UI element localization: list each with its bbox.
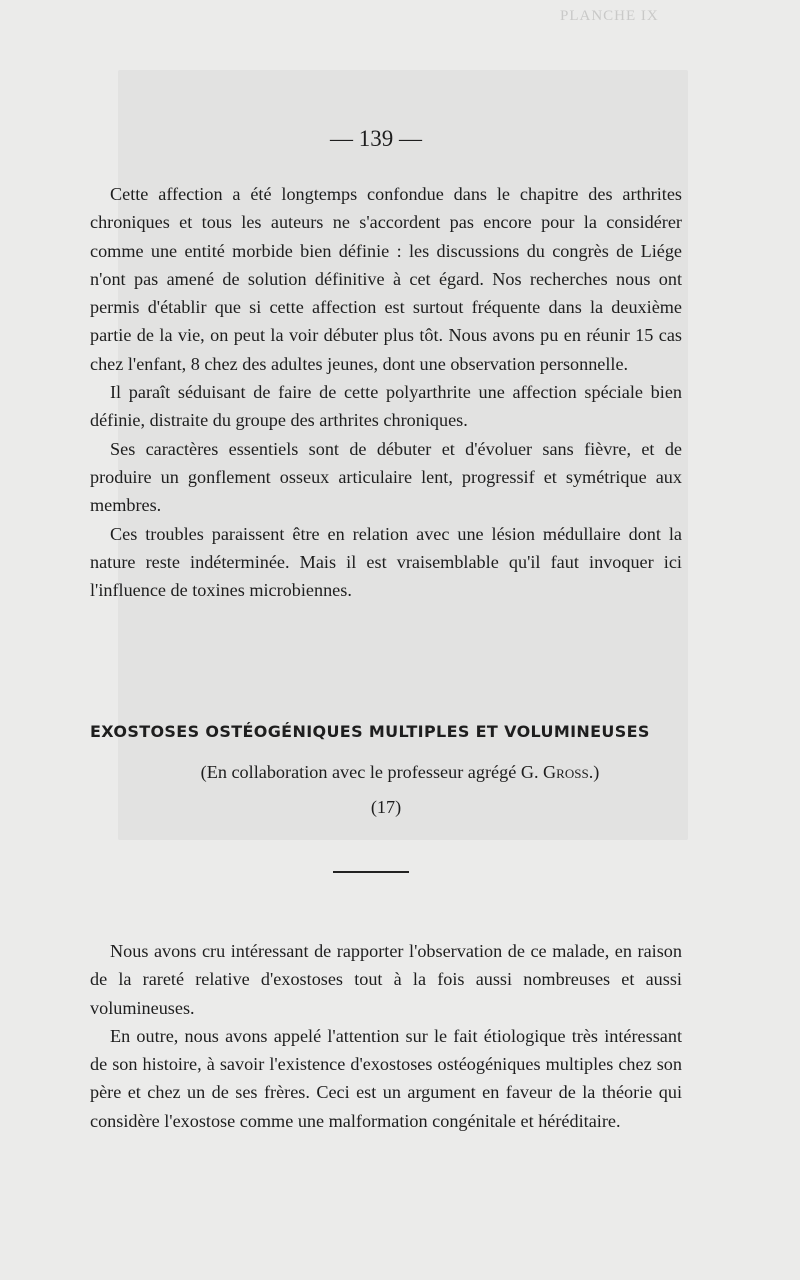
paragraph: Ses caractères essentiels sont de débuter et d'évoluer sans fièvre, et de produire un gonflement osseux articulaire lent, progressif et symétrique aux membres. (90, 438, 682, 516)
separator-rule (333, 871, 409, 873)
page-number: — 139 — (330, 126, 422, 151)
section-polyarthrite (90, 180, 682, 604)
collaboration-note (0, 762, 800, 783)
reference-number: (17) (370, 797, 402, 817)
paragraph: Nous avons cru intéressant de rapporter l'observation de ce malade, en raison de la rareté relative d'exostoses tout à la fois aussi nombreuses et aussi volumineuses. (90, 941, 682, 1018)
paragraph: Cette affection a été longtemps confondue dans le chapitre des arthrites chroniques et tous les auteurs ne s'accordent pas encore pour la considérer comme une entité morbide bien définie : les discussions du congrès de Liége n'ont pas amené de solution définitive à cet égard. Nos recherches nous ont permis d'établir que si cette affection est surtout fréquente dans la deuxième partie de la vie, on peut la voir débuter plus tôt. Nous avons pu en réunir 15 cas chez l'enfant, 8 chez des adultes jeunes, dont une observation personnelle. (90, 184, 682, 374)
collaborator-name: Gross (543, 762, 589, 782)
paragraph: Ces troubles paraissent être en relation avec une lésion médullaire dont la nature reste indéterminée. Mais il est vraisemblable qu'il faut invoquer ici l'influence de toxines microbiennes. (90, 523, 682, 601)
section-exostoses (90, 937, 682, 1135)
collaboration-prefix: (En collaboration avec le professeur agrégé G. (200, 762, 544, 782)
section-heading: EXOSTOSES OSTÉOGÉNIQUES MULTIPLES ET VOLUMINEUSES (90, 722, 650, 741)
collaboration-suffix: .) (588, 762, 600, 782)
paragraph: En outre, nous avons appelé l'attention sur le fait étiologique très intéressant de son histoire, à savoir l'existence d'exostoses ostéogéniques multiples chez son père et chez un de ses frères. Ceci est un argument en faveur de la théorie qui considère l'exostose comme une malformation congénitale et héréditaire. (90, 1025, 682, 1131)
bleed-through-header: PLANCHE IX (560, 8, 659, 24)
paragraph: Il paraît séduisant de faire de cette polyarthrite une affection spéciale bien définie, distraite du groupe des arthrites chroniques. (90, 382, 682, 431)
